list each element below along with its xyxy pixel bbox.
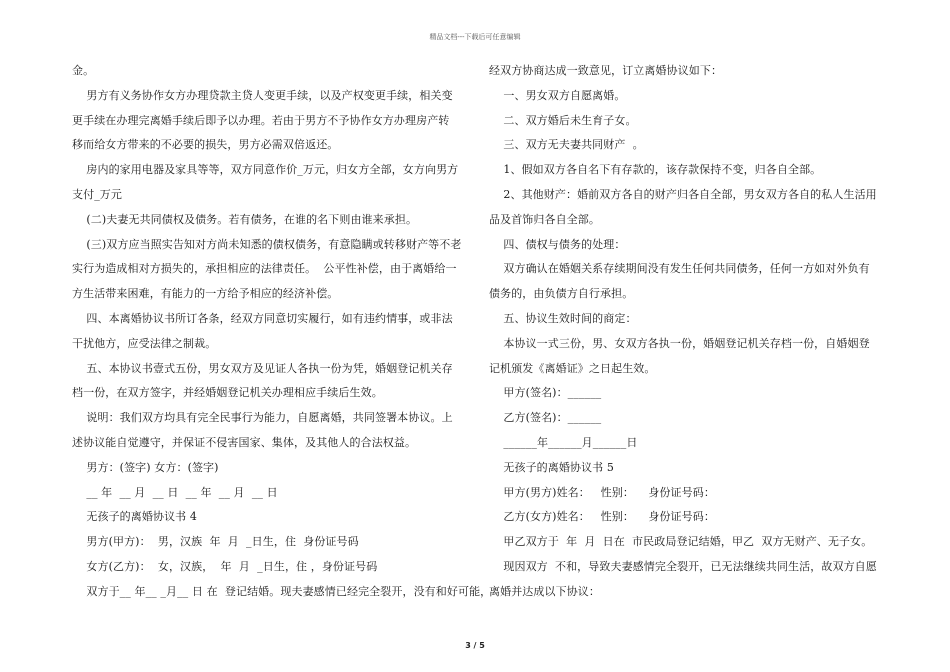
text-line: 干扰他方，应受法律之制裁。 bbox=[72, 336, 217, 350]
text-line: (二)夫妻无共同债权及债务。若有债务，在谁的名下则由谁来承担。 bbox=[72, 212, 418, 226]
text-line: 品及首饰归各自全部。 bbox=[489, 212, 600, 226]
text-line: __ 年 __ 月 __ 日 __ 年 __ 月 __ 日 bbox=[72, 485, 278, 499]
text-line: 女方(乙方)： 女，汉族， 年 月 _日生，住 ，身份证号码 bbox=[72, 560, 378, 573]
text-line: 一、男女双方自愿离婚。 bbox=[489, 88, 626, 102]
text-line: 2、其他财产：婚前双方各自的财产归各自全部，男女双方各自的私人生活用 bbox=[489, 188, 877, 201]
text-line: 房内的家用电器及家具等等，双方同意作价_万元，归女方全部，女方向男方 bbox=[72, 163, 459, 177]
text-line: 男方有义务协作女方办理贷款主贷人变更手续，以及产权变更手续，相关变 bbox=[72, 88, 453, 102]
text-line: 无孩子的离婚协议书 5 bbox=[489, 460, 614, 474]
text-line: 乙方(女方)姓名： 性别： 身份证号码： bbox=[489, 510, 715, 524]
text-line: 方生活带来困难，有能力的一方给予相应的经济补偿。 bbox=[72, 287, 339, 301]
text-line: (三)双方应当照实告知对方尚未知悉的债权债务，有意隐瞒或转移财产等不老 bbox=[72, 237, 462, 251]
text-line: 移而给女方带来的不必要的损失，男方必需双倍返还。 bbox=[72, 138, 339, 152]
text-line: 记机颁发《离婚证》之日起生效。 bbox=[489, 361, 656, 375]
text-line: 三、双方无夫妻共同财产 。 bbox=[489, 138, 644, 152]
text-line: ______年______月______日 bbox=[489, 436, 638, 449]
text-line: 述协议能自觉遵守，并保证不侵害国家、集体，及其他人的合法权益。 bbox=[72, 436, 417, 449]
text-line: 1、假如双方各自名下有存款的，该存款保持不变，归各自全部。 bbox=[489, 163, 822, 177]
text-line: 男方(甲方)： 男，汉族 年 月 _日生，住 身份证号码 bbox=[72, 535, 359, 549]
text-line: 五、协议生效时间的商定： bbox=[489, 312, 637, 325]
text-line: 甲方(男方)姓名： 性别： 身份证号码： bbox=[489, 485, 715, 499]
text-line: 更手续在办理完离婚手续后即予以办理。若由于男方不予协作女方办理房产转 bbox=[72, 113, 450, 127]
text-line: 档一份，在双方签字，并经婚姻登记机关办理相应手续后生效。 bbox=[72, 386, 383, 400]
text-line: 乙方(签名)：______ bbox=[489, 411, 602, 425]
text-line: 双方于__ 年__ _月__ 日 在 登记结婚。现夫妻感情已经完全裂开，没有和好可能， bbox=[72, 584, 492, 598]
text-line: 经双方协商达成一致意见，订立离婚协议如下： bbox=[489, 64, 723, 77]
text-line: 实行为造成相对方损失的，承担相应的法律责任。 公平性补偿，由于离婚给一 bbox=[72, 262, 457, 276]
text-line: 金。 bbox=[72, 64, 95, 77]
text-line: 支付_万元 bbox=[72, 188, 122, 201]
text-line: 双方确认在婚姻关系存续期间没有发生任何共同债务，任何一方如对外负有 bbox=[489, 262, 870, 276]
text-line: 四、债权与债务的处理： bbox=[489, 237, 626, 251]
text-line: 甲乙双方于 年 月 日在 市民政局登记结婚，甲乙 双方无财产、无子女。 bbox=[489, 535, 873, 549]
text-line: 债务的，由负债方自行承担。 bbox=[489, 287, 634, 301]
page-number: 3 / 5 bbox=[465, 641, 485, 650]
text-line: 甲方(签名)：______ bbox=[489, 386, 602, 400]
text-line: 离婚并达成以下协议： bbox=[489, 584, 600, 598]
text-line: 本协议一式三份，男、女双方各执一份，婚姻登记机关存档一份，自婚姻登 bbox=[489, 336, 870, 350]
text-line: 五、本协议书壹式五份，男女双方及见证人各执一份为凭，婚姻登记机关存 bbox=[72, 361, 453, 375]
text-line: 说明：我们双方均具有完全民事行为能力，自愿离婚，共同签署本协议。上 bbox=[72, 411, 453, 425]
page-header: 精品文档---下载后可任意编辑 bbox=[429, 33, 521, 41]
text-line: 现因双方 不和，导致夫妻感情完全裂开，已无法继续共同生活，故双方自愿 bbox=[489, 560, 877, 573]
text-line: 二、双方婚后未生育子女。 bbox=[489, 113, 637, 127]
text-line: 男方：(签字) 女方：(签字) bbox=[72, 460, 219, 474]
text-line: 四、本离婚协议书所订各条，经双方同意切实履行，如有违约情事，或非法 bbox=[72, 312, 453, 325]
text-line: 无孩子的离婚协议书 4 bbox=[72, 510, 197, 524]
